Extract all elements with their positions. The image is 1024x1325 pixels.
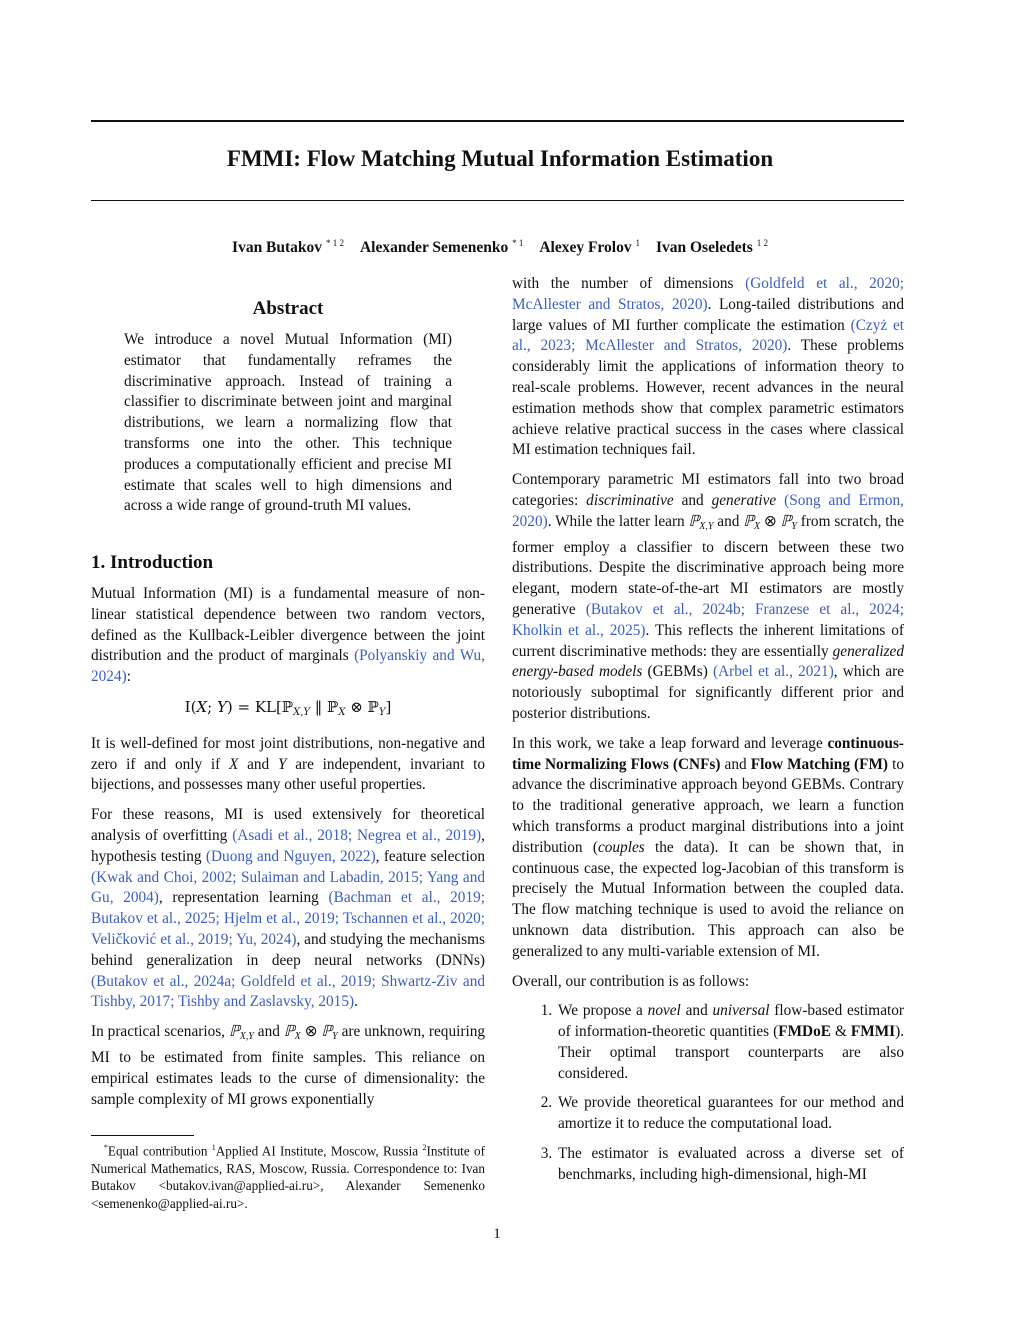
text-run: universal: [712, 1002, 770, 1020]
text-run: Y: [332, 1031, 338, 1043]
text-run: from scratch, the former employ a classifier to discern between these two distributions. Despite the discriminative approach being more elegant, modern state-of-the-art MI estimators are mostly generative: [512, 512, 904, 618]
citation-link[interactable]: (Goldfeld et al., 2020; McAllester and Stratos, 2020): [512, 275, 904, 313]
text-run: ℙ: [743, 512, 754, 530]
contribution-list: [512, 1001, 904, 1185]
paragraph: [91, 584, 485, 688]
page-number: 1: [493, 1226, 501, 1242]
text-run: [776, 492, 784, 509]
text-run: are independent, invariant to bijections, and possesses many other useful properties.: [91, 755, 485, 794]
text-run: and: [680, 1002, 713, 1020]
text-run: , hypothesis testing: [91, 826, 485, 865]
text-run: ⊗: [760, 512, 781, 530]
paragraph: [512, 734, 904, 963]
author: [539, 239, 640, 256]
mi-equation: I(X; Y) = KL[ℙ$_{X,Y}$ ‖ ℙ$_X$ ⊗ ℙ$_Y$]: [184, 697, 392, 718]
text-run: ℙ: [283, 1023, 295, 1041]
abstract-heading: Abstract: [252, 298, 324, 319]
author-affiliation-marks: * 1 2: [325, 238, 344, 248]
left-column: [91, 584, 485, 1119]
text-run: It is well-defined for most joint distributions, non-negative and zero if and only if: [91, 734, 485, 773]
citation-link[interactable]: (Polyanskiy and Wu, 2024): [91, 647, 485, 686]
text-run: and: [238, 755, 278, 773]
text-run: generative: [711, 491, 777, 509]
text-run: , and studying the mechanisms behind generalization in deep neural networks (DNNs): [91, 930, 485, 969]
text-run: (GEBMs): [642, 663, 713, 681]
text-run: . These problems considerably limit the applications of information theory to real-scale problems. However, recent advances in the neural estimation methods show that complex parametric estimators achieve relative practical success in the cases where classical MI estimation techniques fail.: [512, 337, 904, 459]
footnote-line: Applied AI Institute, Moscow, Russia: [215, 1143, 419, 1159]
citation-link[interactable]: (Butakov et al., 2024b; Franzese et al., 2024; Kholkin et al., 2025): [512, 600, 904, 639]
citation-link[interactable]: (Butakov et al., 2024a; Goldfeld et al., 2019; Shwartz-Ziv and Tishby, 2017; Tishby and Zaslavsky, 2015): [91, 972, 485, 1011]
text-run: ℙ: [688, 512, 700, 530]
footnote-line: Equal contribution: [107, 1143, 212, 1159]
text-run: ⊗: [300, 1023, 322, 1041]
text-run: . This reflects the inherent limitations of current discriminative methods: they are essentially: [512, 621, 905, 660]
text-run: FMMI: [850, 1023, 896, 1041]
author-name: Ivan Butakov: [232, 239, 323, 257]
text-run: and: [713, 512, 744, 530]
text-run: are unknown, requiring MI to be estimated from finite samples. This reliance on empirical estimates leads to the curse of dimensionality: the sample complexity of MI grows exponentially: [91, 1023, 485, 1108]
section-heading-introduction: 1. Introduction: [91, 552, 214, 573]
text-run: &: [830, 1023, 851, 1041]
text-run: and: [720, 755, 751, 773]
footnote-line: Institute of Numerical Mathematics, RAS, Moscow, Russia. Correspondence to: Ivan Butakov <butakov.ivan@applied-ai.ru>, Alexander Semenenko <semenenko@applied-ai.ru>.: [91, 1143, 485, 1211]
text-run: We introduce a novel Mutual Information (MI) estimator that fundamentally reframes the discriminative approach. Instead of training a classifier to discriminate between joint and marginal distributions, we learn a normalizing flow that transforms one into the other. This technique produces a computationally efficient and precise MI estimate that scales well to high dimensions and across a wide range of ground-truth MI values.: [124, 331, 452, 515]
text-run: For these reasons, MI is used extensively for theoretical analysis of overfitting: [91, 806, 485, 844]
paragraph: [512, 972, 904, 993]
footnote-rule: [91, 1135, 194, 1136]
title-rule: [91, 200, 904, 201]
text-run: We provide theoretical guarantees for our method and amortize it to reduce the computational load.: [558, 1094, 904, 1133]
text-run: , feature selection: [375, 847, 485, 865]
text-run: ℙ: [321, 1023, 333, 1041]
text-run: ℙ: [780, 512, 792, 530]
abstract-body: [124, 330, 452, 526]
text-run: and: [253, 1023, 284, 1041]
text-run: .: [354, 993, 358, 1011]
text-run: In practical scenarios,: [91, 1023, 229, 1041]
text-run: , which are notoriously suboptimal for significantly different prior and posterior distributions.: [512, 663, 904, 722]
author-affiliation-marks: 1: [635, 238, 640, 248]
text-run: X: [294, 1031, 301, 1043]
citation-link[interactable]: (Duong and Nguyen, 2022): [205, 847, 376, 865]
citation-link[interactable]: (Czyż et al., 2023; McAllester and Stratos, 2020): [512, 316, 905, 355]
paragraph: [91, 1022, 485, 1110]
text-run: X: [753, 520, 761, 532]
text-run: X,Y: [239, 1031, 254, 1043]
text-run: X,Y: [699, 520, 714, 532]
text-run: couples: [597, 838, 645, 856]
citation-link[interactable]: (Asadi et al., 2018; Negrea et al., 2019): [232, 826, 482, 844]
paragraph: [91, 734, 485, 796]
text-run: ). Their optimal transport counterparts are also considered.: [558, 1023, 905, 1082]
text-run: discriminative: [586, 491, 674, 509]
author: [360, 239, 523, 256]
citation-link[interactable]: (Kwak and Choi, 2002; Sulaiman and Labadin, 2015; Yang and Gu, 2004): [91, 868, 485, 907]
text-run: . While the latter learn: [547, 512, 689, 530]
paragraph: [512, 470, 904, 725]
paragraph: [512, 274, 904, 461]
footnote: *Equal contribution $^1$Applied AI Institute, Moscow, Russia $^2$Institute of Numerical Mathematics, RAS, Moscow, Russia. Correspondence to: Ivan Butakov <butakov.ivan@applied-ai.ru>, Alexander Semenenko <semenenko@applied-ai.ru>.: [91, 1143, 485, 1211]
text-run: ℙ: [228, 1023, 240, 1041]
text-run: Y: [277, 755, 287, 773]
text-run: to advance the discriminative approach beyond GEBMs. Contrary to the traditional generative approach, we learn a function which transforms a product marginal distributions into a joint distribution (: [512, 755, 904, 856]
text-run: Y: [791, 520, 797, 532]
text-run: We propose a: [558, 1002, 648, 1020]
text-run: with the number of dimensions: [512, 275, 746, 292]
text-run: flow-based estimator of information-theoretic quantities (: [558, 1002, 904, 1041]
citation-link[interactable]: (Arbel et al., 2021): [712, 663, 834, 681]
text-run: . Long-tailed distributions and large values of MI further complicate the estimation: [512, 295, 904, 334]
author: [656, 239, 768, 256]
author-name: Alexander Semenenko: [359, 239, 509, 257]
contribution-item: [556, 1001, 904, 1084]
top-rule: [91, 120, 904, 122]
paper-title: FMMI: Flow Matching Mutual Information Estimation: [226, 146, 774, 171]
author-affiliation-marks: * 1: [512, 238, 524, 248]
paragraph: [91, 805, 485, 1013]
author-name: Alexey Frolov: [539, 239, 632, 257]
text-run: continuous-time Normalizing Flows (CNFs): [512, 734, 904, 773]
text-run: FMDoE: [778, 1023, 831, 1041]
text-run: novel: [647, 1002, 681, 1020]
text-run: :: [126, 668, 131, 686]
text-run: and: [673, 491, 712, 509]
paragraph: [124, 330, 452, 517]
text-run: The estimator is evaluated across a diverse set of benchmarks, including high-dimensional, high-MI: [558, 1145, 904, 1183]
author-list: [0, 238, 1000, 257]
text-run: Contemporary parametric MI estimators fall into two broad categories:: [512, 471, 904, 509]
author: [232, 239, 344, 256]
text-run: Overall, our contribution is as follows:: [512, 972, 750, 990]
text-run: generalized energy-based models: [512, 642, 904, 681]
citation-link[interactable]: (Song and Ermon, 2020): [512, 491, 904, 530]
text-run: the data). It can be shown that, in continuous case, the expected log-Jacobian of this transform is precisely the Mutual Information between the coupled data. The flow matching technique is used to avoid the reliance on unknown data distribution. This approach can also be generalized to any multi-variable extension of MI.: [512, 838, 904, 960]
author-affiliation-marks: 1 2: [756, 238, 768, 248]
contribution-item: [556, 1093, 904, 1135]
right-column: [512, 274, 904, 1195]
text-run: In this work, we take a leap forward and leverage: [512, 734, 828, 752]
text-run: Mutual Information (MI) is a fundamental measure of non-linear statistical dependence between two random vectors, defined as the Kullback-Leibler divergence between the joint distribution and the product of marginals: [91, 585, 485, 665]
author-name: Ivan Oseledets: [655, 239, 753, 257]
text-run: X: [229, 755, 239, 773]
text-run: , representation learning: [158, 889, 329, 907]
text-run: Flow Matching (FM): [750, 755, 889, 773]
citation-link[interactable]: (Bachman et al., 2019; Butakov et al., 2025; Hjelm et al., 2019; Tschannen et al., 2020; Veličković et al., 2019; Yu, 2024): [91, 889, 485, 948]
contribution-item: [556, 1144, 904, 1186]
